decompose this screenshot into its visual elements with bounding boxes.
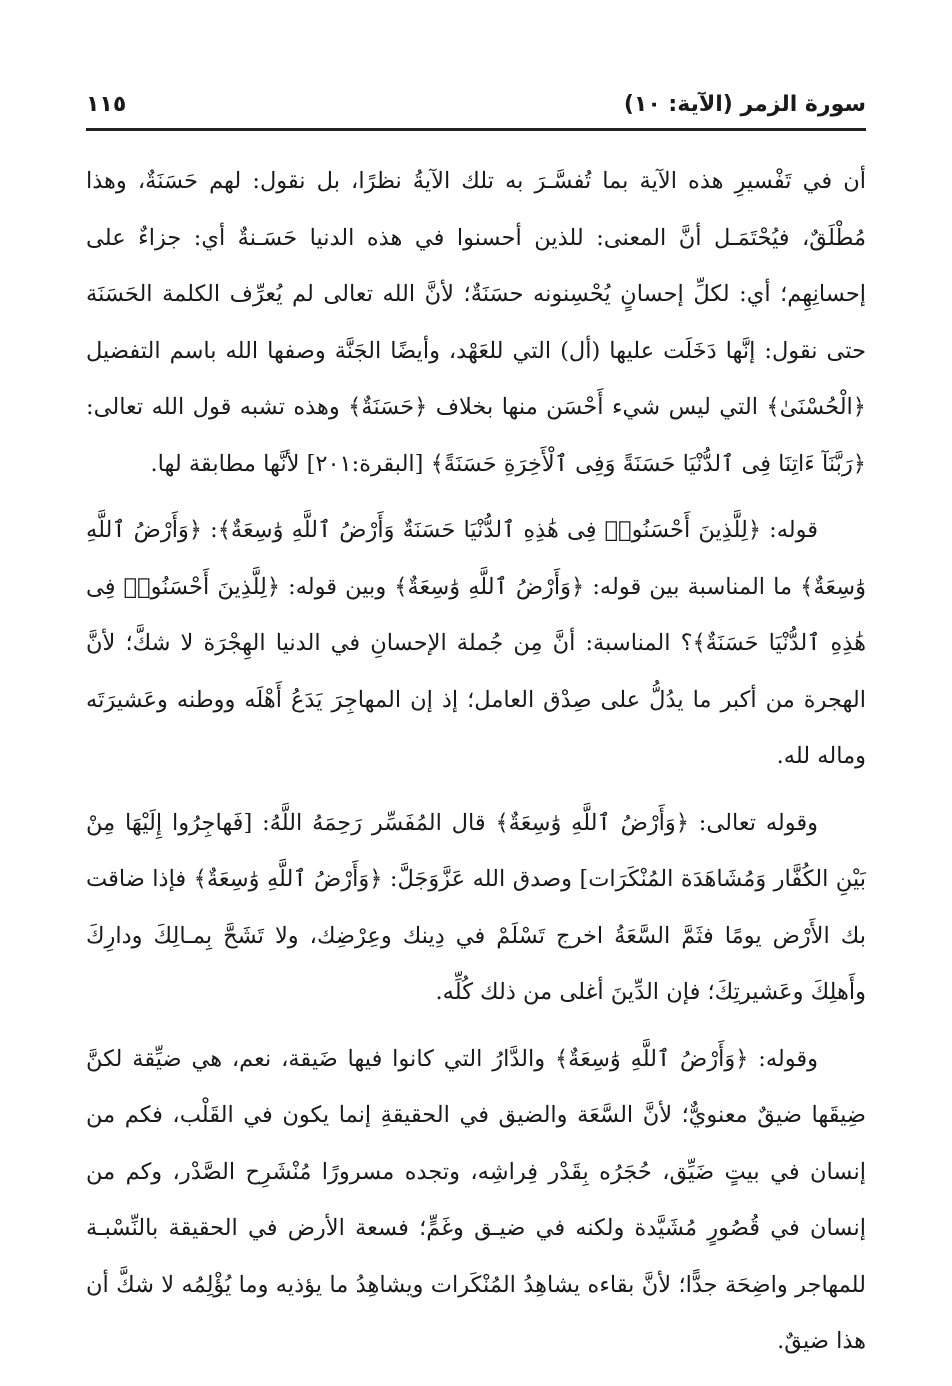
page-header	[86, 88, 866, 131]
running-title: سورة الزمر (الآية: ١٠)	[623, 92, 866, 117]
paragraph-3: وقوله تعالى: ﴿وَأَرْضُ ٱللَّهِ وَٰسِعَةٌ﴾ قال المُفَسِّر رَحِمَهُ اللَّهُ: [فَهاجِرُوا إِلَيْهَا مِنْ بَيْنِ الكُفَّار وَمُشَاهَدَة المُنْكَرَات] وصدق الله عَزَّوَجَلَّ: ﴿وَأَرْضُ ٱللَّهِ وَٰسِعَةٌ﴾ فإذا ضاقت بك الأَرْض يومًا فثَمَّ السَّعَةُ اخرج تَسْلَمْ في دِينك وعِرْضِك، ولا تَشَحَّ بِمـالِكَ ودارِكَ وأَهلِكَ وعَشيرتِكَ؛ فإن الدِّينَ أغلى من ذلك كُلِّه.	[86, 809, 866, 1005]
page-number: ١١٥	[86, 92, 127, 117]
paragraph-4: وقوله: ﴿وَأَرْضُ ٱللَّهِ وَٰسِعَةٌ﴾ والدَّارُ التي كانوا فيها ضَيقة، نعم، هي ضيِّقة لكنَّ ضِيقَها ضيقٌ معنويٌّ؛ لأنَّ السَّعَة والضيق في الحقيقةِ إنما يكون في القَلْب، فكم من إنسان في بيتٍ ضَيِّق، حُجَرُه بِقَدْر فِراشِه، وتجده مسرورًا مُنْشَرِح الصَّدْر، وكم من إنسان في قُصُورٍ مُشَيَّدة ولكنه في ضيـق وغَمٍّ؛ فسعة الأرض في الحقيقة بالنِّسْبـة للمهاجر واضِحَة جدًّا؛ لأنَّ بقاءه يشاهِدُ المُنْكَرات ويشاهِدُ ما يؤذيه وما يُؤْلِمُه لا شكَّ أن هذا ضيقٌ.	[86, 1045, 866, 1354]
page-body	[86, 153, 866, 1370]
book-page	[86, 88, 866, 1354]
paragraph-1: أن في تَفْسيرِ هذه الآية بما تُفسَّـرَ به تلك الآيةُ نظرًا، بل نقول: لهم حَسَنَةٌ، وهذا مُطْلَقٌ، فيُحْتَمَـل أنَّ المعنى: للذين أحسنوا في هذه الدنيا حَسَـنةٌ أي: جزاءٌ على إحسانِهِم؛ أي: لكلِّ إحسانٍ يُحْسِنونه حسَنَةٌ؛ لأنَّ الله تعالى لم يُعرِّف الكلمة الحَسَنَة حتى نقول: إنَّها دَخَلَت عليها (أل) التي للعَهْد، وأيضًا الجَنَّة وصفها الله باسم التفضيل ﴿الْحُسْنَىٰ﴾ التي ليس شيء أَحْسَن منها بخلاف ﴿حَسَنَةٌ﴾ وهذه تشبه قول الله تعالى: ﴿رَبَّنَآ ءَاتِنَا فِى ٱلدُّنْيَا حَسَنَةً وَفِى ٱلْأَخِرَةِ حَسَنَةً﴾ [البقرة:٢٠١] لأنَّها مطابقة لها.	[86, 168, 866, 477]
paragraph-2: قوله: ﴿لِلَّذِينَ أَحْسَنُوا۟ فِى هَٰذِهِ ٱلدُّنْيَا حَسَنَةٌ وَأَرْضُ ٱللَّهِ وَٰسِعَةٌ﴾: ﴿وَأَرْضُ ٱللَّهِ وَٰسِعَةٌ﴾ ما المناسبة بين قوله: ﴿وَأَرْضُ ٱللَّهِ وَٰسِعَةٌ﴾ وبين قوله: ﴿لِلَّذِينَ أَحْسَنُوا۟ فِى هَٰذِهِ ٱلدُّنْيَا حَسَنَةٌ﴾؟ المناسبة: أنَّ مِن جُملة الإحسانِ في الدنيا الهِجْرَة لا شكَّ؛ لأنَّ الهجرة من أكبر ما يدُلُّ على صِدْق العامل؛ إذ إن المهاجِرَ يَدَعُ أَهْلَه ووطنه وعَشيرَتَه وماله لله.	[86, 517, 866, 769]
